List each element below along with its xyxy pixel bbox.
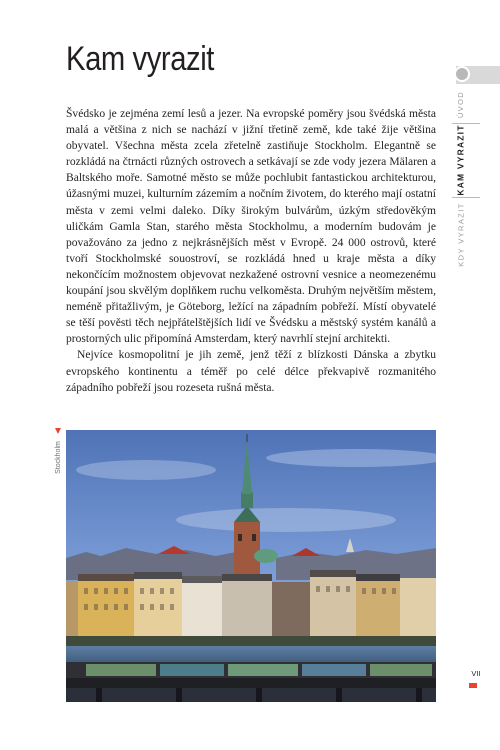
tab-intro[interactable] — [451, 86, 471, 122]
running-head — [52, 428, 64, 488]
tab-where-to-go-label: KAM VYRAZIT — [456, 124, 466, 196]
running-head-label: Stockholm — [54, 441, 62, 474]
tab-where-to-go[interactable] — [451, 124, 471, 196]
page-number: VII — [471, 669, 481, 678]
tab-dot-icon — [454, 66, 470, 82]
tab-when-to-go[interactable] — [451, 198, 471, 270]
stockholm-photo — [66, 430, 436, 702]
tab-when-to-go-label: KDY VYRAZIT — [456, 201, 466, 267]
page-title: Kam vyrazit — [66, 40, 215, 78]
body-text — [66, 106, 436, 396]
triangle-down-icon — [55, 428, 61, 434]
paragraph-2: Nejvíce kosmopolitní je jih země, jenž těží z blízkosti Dánska a zbytku evropského kontinentu a téměř po celé délce překvapivě rozmanitého západního pobřeží jsou rozeseta rušná města. — [66, 349, 436, 394]
paragraph-1: Švédsko je zejména zemí lesů a jezer. Na evropské poměry jsou švédská města malá a většina z nich se nachází v jižní třetině země, kde také žije většina obyvatel. Všechna města zcela zřetelně zastiňuje Stockholm. Elegantně se rozkládá na čtrnácti různých ostrovech a setkávají se zde vody jezera Mälaren a Baltského moře. Samotné město se může pochlubit fantastickou architekturou, úžasnými muzei, kulturním zázemím a nočním životem, do kterého mají ostatní města v zemi velmi daleko. Díky širokým bulvárům, úzkým středověkým uličkám Gamla Stan, starého města Stockholmu, a moderním budovám je považováno za jedno z nejkrásnějších měst v Evropě. 24 000 ostrovů, které tvoří Stockholmské souostroví, se rozkládá hned u kraje města a díky nekončícím možnostem objevovat nezkažené ostrovní vesnice a neomezenému koupání jsou skvělým doplňkem ruchu velkoměsta. Druhým největším městem, neméně přitažlivým, je Göteborg, ležící na západním pobřeží. Místí obyvatelé se těší pověsti těch nejpřátelštějších lidí ve Švédsku a městský systém kanálů a prostorných ulic připomíná Amsterdam, který navrhlí stejní architekti. — [66, 108, 436, 346]
tab-intro-label: ÚVOD — [456, 90, 466, 118]
page-marker — [469, 683, 477, 688]
